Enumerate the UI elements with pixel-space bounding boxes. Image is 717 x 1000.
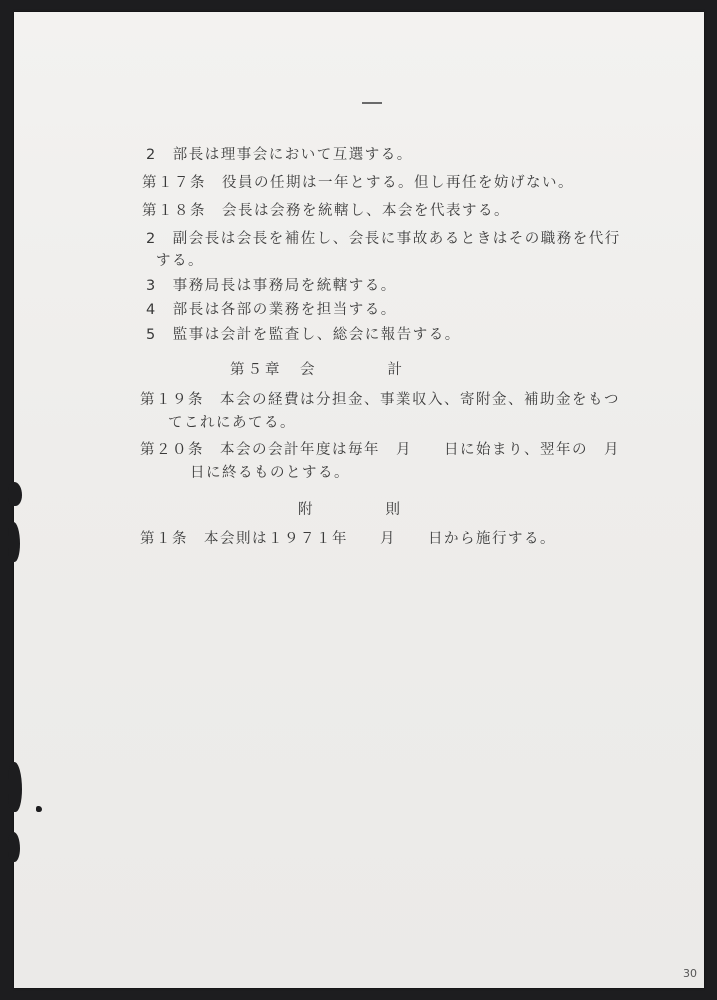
torn-edge (36, 806, 42, 812)
torn-edge (8, 762, 22, 812)
article-20-continued: 日に終るものとする。 (190, 465, 350, 481)
torn-edge (8, 832, 20, 862)
article-17: 第１７条 役員の任期は一年とする。但し再任を妨げない。 (142, 175, 574, 191)
article-18-clause-3: 3 事務局長は事務局を統轄する。 (146, 278, 397, 294)
article-18-clause-4: 4 部長は各部の業務を担当する。 (146, 302, 397, 318)
supplementary-provisions-heading: 附 則 (298, 502, 403, 518)
page-top-dash (362, 102, 382, 104)
article-18-clause-2-continued: する。 (156, 253, 204, 269)
torn-edge (8, 482, 22, 506)
page-number: 30 (683, 967, 697, 980)
article-16-clause-2: 2 部長は理事会において互選する。 (146, 147, 413, 163)
article-19: 第１９条 本会の経費は分担金、事業収入、寄附金、補助金をもつ (140, 392, 620, 408)
supplementary-article-1: 第１条 本会則は１９７１年 月 日から施行する。 (140, 531, 556, 547)
article-20: 第２０条 本会の会計年度は毎年 月 日に始まり、翌年の 月 (140, 442, 620, 458)
torn-edge (8, 522, 20, 562)
article-18-clause-2: 2 副会長は会長を補佐し、会長に事故あるときはその職務を代行 (146, 231, 621, 247)
article-19-continued: てこれにあてる。 (168, 415, 296, 431)
article-18: 第１８条 会長は会務を統轄し、本会を代表する。 (142, 203, 510, 219)
article-18-clause-5: 5 監事は会計を監査し、総会に報告する。 (146, 327, 461, 343)
chapter-5-heading: 第５章 会 計 (230, 362, 405, 378)
